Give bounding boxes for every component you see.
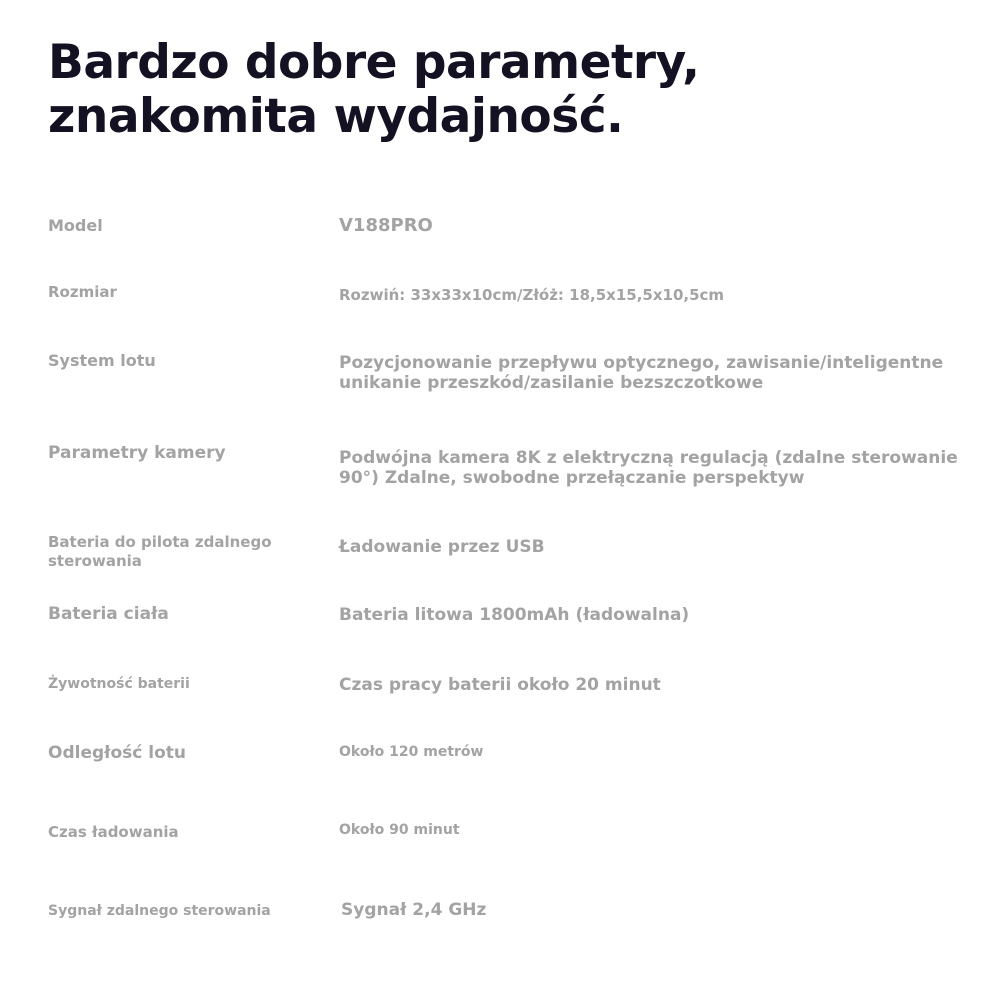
spec-label: Parametry kamery [48, 443, 226, 463]
spec-label: System lotu [48, 351, 156, 370]
spec-label: Bateria do pilota zdalnego sterowania [48, 533, 272, 570]
spec-label: Czas ładowania [48, 823, 179, 841]
headline-line-2: znakomita wydajność. [48, 89, 624, 144]
spec-value: Około 120 metrów [339, 744, 484, 760]
spec-label: Bateria ciała [48, 604, 169, 624]
spec-label: Model [48, 216, 103, 235]
spec-value: Bateria litowa 1800mAh (ładowalna) [339, 605, 690, 625]
headline-line-1: Bardzo dobre parametry, [48, 35, 700, 90]
spec-value: Podwójna kamera 8K z elektryczną regulacją (zdalne sterowanie 90°) Zdalne, swobodne przełączanie perspektyw [339, 448, 958, 488]
spec-value: Rozwiń: 33x33x10cm/Złóż: 18,5x15,5x10,5cm [339, 286, 725, 304]
spec-label: Rozmiar [48, 283, 117, 301]
spec-value: Sygnał 2,4 GHz [341, 900, 487, 920]
spec-value: Czas pracy baterii około 20 minut [339, 675, 661, 695]
page-headline [48, 36, 699, 144]
spec-label: Sygnał zdalnego sterowania [48, 903, 271, 919]
spec-value: Pozycjonowanie przepływu optycznego, zawisanie/inteligentne unikanie przeszkód/zasilanie bezszczotkowe [339, 353, 944, 393]
spec-label: Żywotność baterii [48, 676, 190, 692]
spec-value: V188PRO [339, 215, 433, 236]
spec-label: Odległość lotu [48, 743, 186, 763]
spec-value: Około 90 minut [339, 822, 460, 838]
spec-value: Ładowanie przez USB [339, 537, 545, 557]
